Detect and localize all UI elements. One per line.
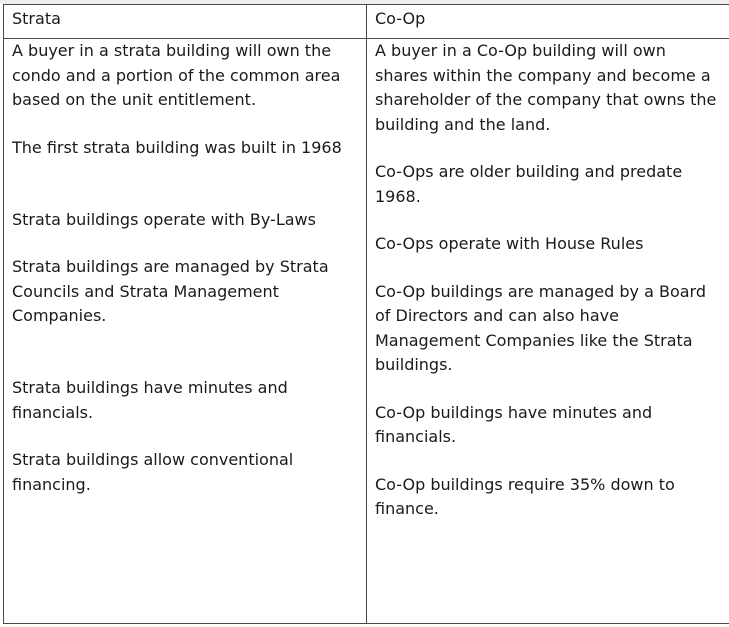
coop-financing-text: Co-Op buildings require 35% down to finance.: [375, 474, 675, 518]
coop-records-text: Co-Op buildings have minutes and financials.: [375, 402, 653, 446]
header-row: [4, 5, 729, 39]
body-row: [4, 39, 729, 624]
header-cell-strata[interactable]: Strata: [4, 5, 367, 39]
strata-rules-text: Strata buildings operate with By-Laws: [12, 209, 316, 229]
coop-cell[interactable]: [367, 39, 729, 624]
strata-cell[interactable]: [4, 39, 367, 624]
coop-ownership-text: A buyer in a Co-Op building will own shares within the company and become a shareholder of the company that owns the building and the land.: [375, 41, 717, 134]
strata-financing-text: Strata buildings allow conventional financing.: [12, 450, 294, 494]
coop-history-text: Co-Ops are older building and predate 1968.: [375, 162, 683, 206]
coop-management-text: Co-Op buildings are managed by a Board of Directors and can also have Management Companies like the Strata buildings.: [375, 281, 706, 374]
strata-records-text: Strata buildings have minutes and financials.: [12, 378, 288, 422]
header-cell-coop[interactable]: Co-Op: [367, 5, 729, 39]
coop-rules-text: Co-Ops operate with House Rules: [375, 234, 644, 253]
strata-management-text: Strata buildings are managed by Strata Councils and Strata Management Companies.: [12, 257, 329, 325]
strata-history-text: The first strata building was built in 1968: [12, 137, 342, 157]
strata-ownership-text: A buyer in a strata building will own the condo and a portion of the common area based on the unit entitlement.: [12, 41, 341, 109]
comparison-table: [3, 4, 729, 624]
